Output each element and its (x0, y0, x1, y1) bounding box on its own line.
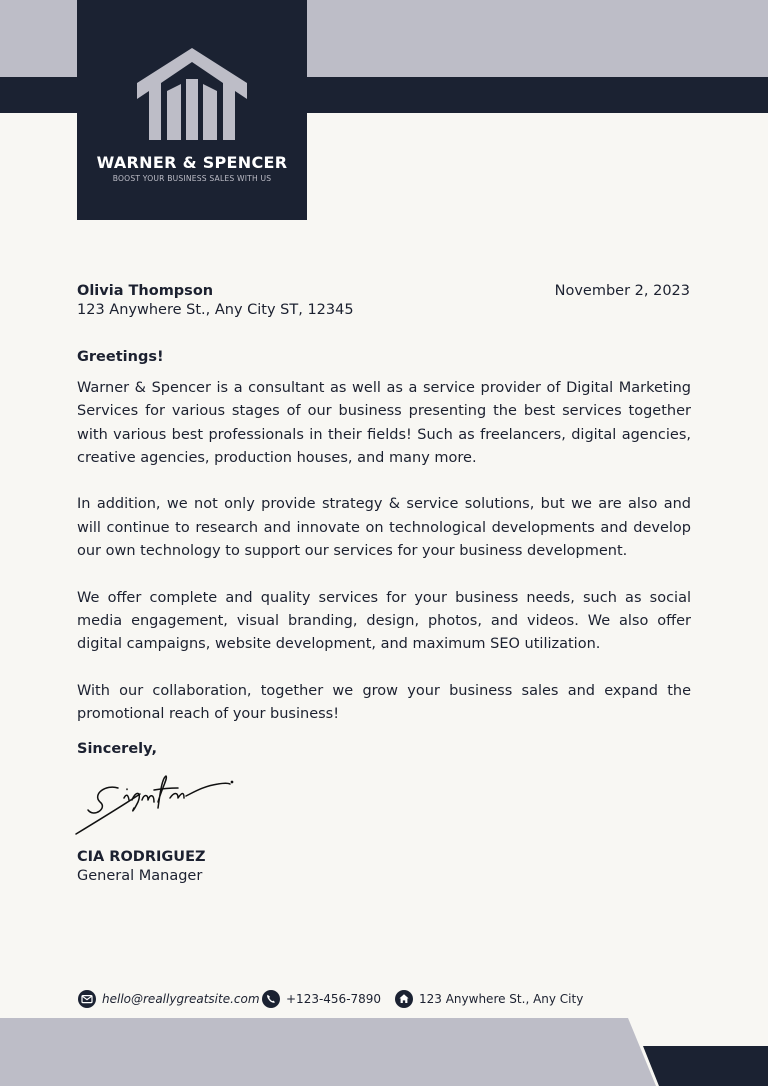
greeting: Greetings! (77, 349, 164, 365)
footer-decoration (0, 1018, 768, 1086)
body-paragraph: With our collaboration, together we grow your business sales and expand the promotional reach of your business! (77, 682, 691, 723)
footer-address (395, 989, 583, 1009)
footer-email[interactable] (78, 989, 260, 1009)
address-text: 123 Anywhere St., Any City (419, 992, 584, 1006)
letter-body (77, 377, 691, 750)
body-paragraph: In addition, we not only provide strategy & service solutions, but we are also and will continue to research and innovate on technological developments and develop our own technology to support our services for your business development. (77, 496, 691, 560)
company-name: WARNER & SPENCER (96, 153, 288, 172)
recipient-name: Olivia Thompson (77, 283, 214, 299)
company-tagline: BOOST YOUR BUSINESS SALES WITH US (112, 174, 272, 183)
home-icon (395, 990, 413, 1008)
signer-name: CIA RODRIGUEZ (77, 849, 206, 865)
email-text[interactable]: hello@reallygreatsite.com (102, 992, 260, 1006)
phone-text[interactable]: +123-456-7890 (286, 992, 382, 1006)
signer-title: General Manager (77, 868, 203, 884)
company-logo-block (77, 0, 307, 220)
footer-phone[interactable] (262, 989, 381, 1009)
recipient-address: 123 Anywhere St., Any City ST, 12345 (77, 302, 354, 318)
phone-icon (262, 990, 280, 1008)
handwritten-signature (74, 774, 234, 838)
mail-icon (78, 990, 96, 1008)
closing: Sincerely, (77, 741, 157, 757)
body-paragraph: We offer complete and quality services for your business needs, such as social media engagement, visual branding, design, photos, and videos. We also offer digital campaigns, website development, and maximum SEO utilization. (77, 589, 691, 653)
body-paragraph: Warner & Spencer is a consultant as well as a service provider of Digital Marketing Services for various stages of our business presenting the best services together with various best professionals in their fields! Such as freelancers, digital agencies, creative agencies, production houses, and many more. (77, 380, 691, 466)
letter-date: November 2, 2023 (554, 283, 690, 299)
building-logo-icon (137, 46, 247, 142)
